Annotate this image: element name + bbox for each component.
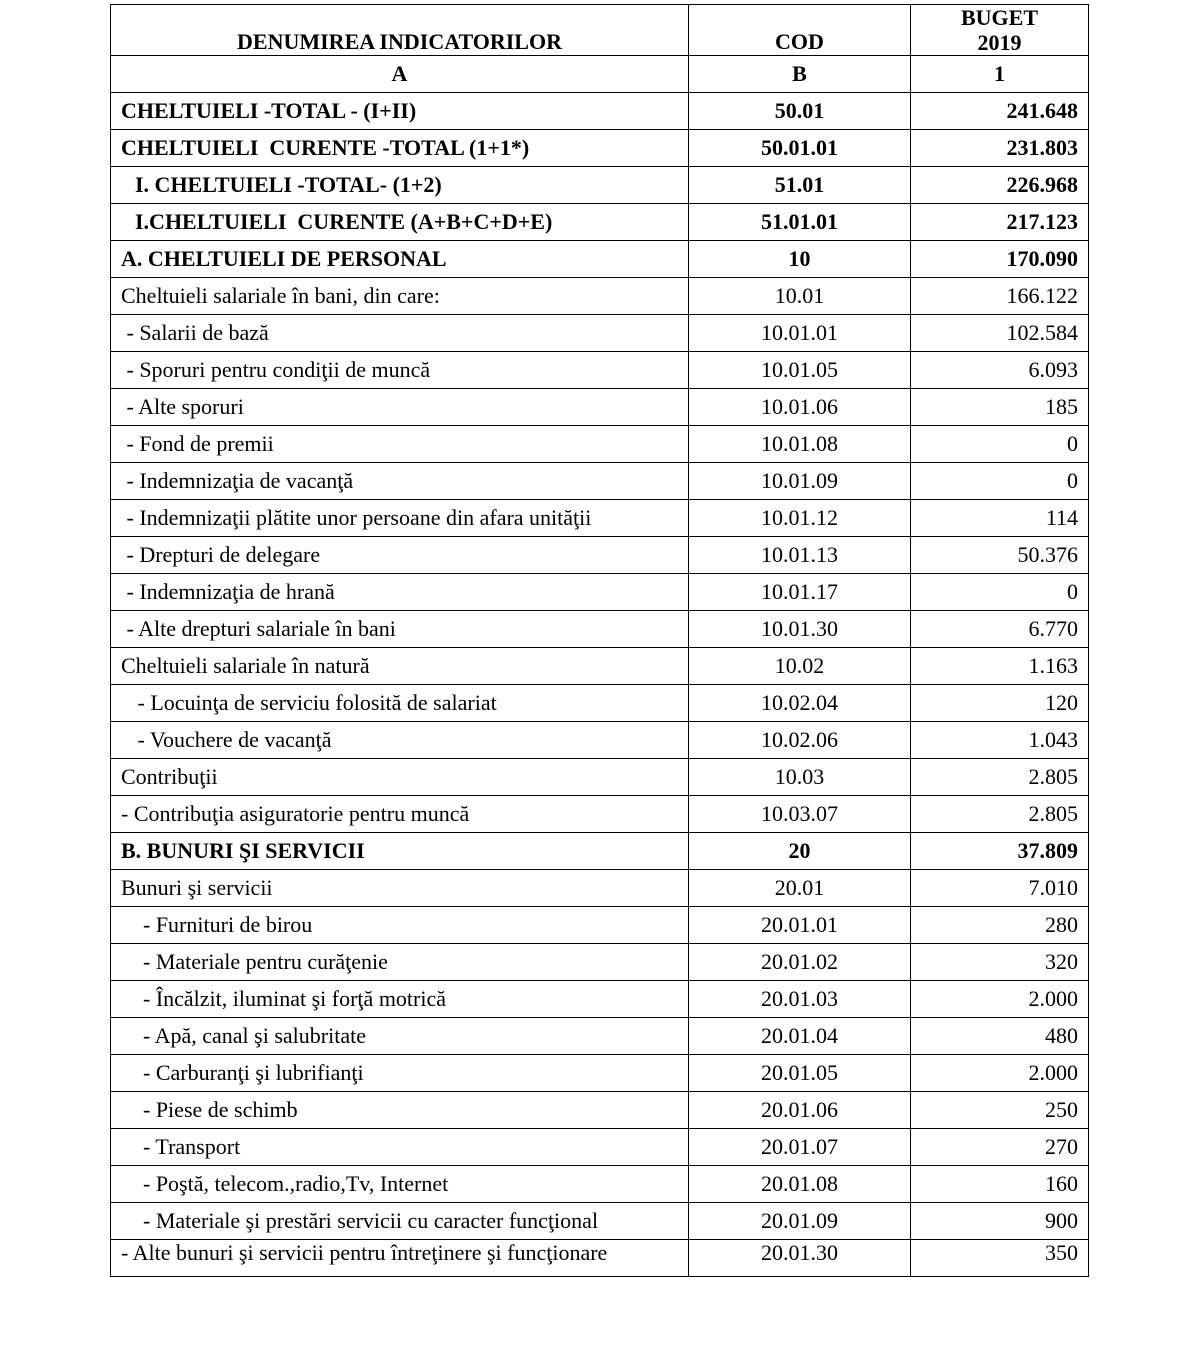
row-indicator-name: - Transport	[111, 1129, 689, 1166]
row-indicator-name: - Indemnizaţia de hrană	[111, 574, 689, 611]
row-buget-value: 900	[911, 1203, 1089, 1240]
row-cod: 10.01.01	[689, 315, 911, 352]
row-indicator-name: Cheltuieli salariale în natură	[111, 648, 689, 685]
table-row	[111, 833, 1089, 870]
row-indicator-name: - Fond de premii	[111, 426, 689, 463]
row-cod: 20.01.08	[689, 1166, 911, 1203]
row-cod: 10.01.08	[689, 426, 911, 463]
table-row	[111, 241, 1089, 278]
row-cod: 20.01.01	[689, 907, 911, 944]
row-buget-value: 0	[911, 426, 1089, 463]
header-denumire: DENUMIREA INDICATORILOR	[111, 5, 689, 56]
row-buget-value: 350	[911, 1240, 1089, 1277]
table-row	[111, 1055, 1089, 1092]
row-cod: 50.01.01	[689, 130, 911, 167]
row-indicator-name: Contribuţii	[111, 759, 689, 796]
row-cod: 10.01.09	[689, 463, 911, 500]
row-indicator-name: - Piese de schimb	[111, 1092, 689, 1129]
row-cod: 20	[689, 833, 911, 870]
row-indicator-name: A. CHELTUIELI DE PERSONAL	[111, 241, 689, 278]
table-header-row	[111, 5, 1089, 56]
row-indicator-name: B. BUNURI ŞI SERVICII	[111, 833, 689, 870]
row-cod: 10.01.17	[689, 574, 911, 611]
table-row	[111, 278, 1089, 315]
row-cod: 20.01.03	[689, 981, 911, 1018]
row-buget-value: 280	[911, 907, 1089, 944]
table-row	[111, 796, 1089, 833]
row-buget-value: 0	[911, 463, 1089, 500]
table-row	[111, 537, 1089, 574]
row-cod: 10.01.05	[689, 352, 911, 389]
table-row	[111, 611, 1089, 648]
row-indicator-name: - Poştă, telecom.,radio,Tv, Internet	[111, 1166, 689, 1203]
row-cod: 10	[689, 241, 911, 278]
row-buget-value: 160	[911, 1166, 1089, 1203]
subheader-1: 1	[911, 56, 1089, 93]
row-indicator-name: CHELTUIELI -TOTAL - (I+II)	[111, 93, 689, 130]
row-buget-value: 50.376	[911, 537, 1089, 574]
row-indicator-name: - Locuinţa de serviciu folosită de salariat	[111, 685, 689, 722]
row-indicator-name: Bunuri şi servicii	[111, 870, 689, 907]
table-row	[111, 944, 1089, 981]
row-indicator-name: CHELTUIELI CURENTE -TOTAL (1+1*)	[111, 130, 689, 167]
row-indicator-name: - Carburanţi şi lubrifianţi	[111, 1055, 689, 1092]
row-buget-value: 217.123	[911, 204, 1089, 241]
row-buget-value: 250	[911, 1092, 1089, 1129]
table-row	[111, 1129, 1089, 1166]
table-row	[111, 1166, 1089, 1203]
table-subheader-row	[111, 56, 1089, 93]
row-cod: 10.01	[689, 278, 911, 315]
row-buget-value: 2.000	[911, 981, 1089, 1018]
table-row	[111, 870, 1089, 907]
row-cod: 10.03.07	[689, 796, 911, 833]
header-buget-label: BUGET	[960, 5, 1039, 30]
table-row	[111, 426, 1089, 463]
row-buget-value: 114	[911, 500, 1089, 537]
row-cod: 10.01.13	[689, 537, 911, 574]
header-cod: COD	[689, 5, 911, 56]
row-indicator-name: I.CHELTUIELI CURENTE (A+B+C+D+E)	[111, 204, 689, 241]
row-cod: 20.01.02	[689, 944, 911, 981]
row-cod: 20.01	[689, 870, 911, 907]
row-buget-value: 102.584	[911, 315, 1089, 352]
row-cod: 10.01.06	[689, 389, 911, 426]
row-buget-value: 270	[911, 1129, 1089, 1166]
table-row	[111, 93, 1089, 130]
row-cod: 20.01.07	[689, 1129, 911, 1166]
table-row	[111, 574, 1089, 611]
budget-table	[110, 4, 1089, 1277]
row-indicator-name: Cheltuieli salariale în bani, din care:	[111, 278, 689, 315]
row-buget-value: 1.163	[911, 648, 1089, 685]
header-buget-year: 2019	[977, 30, 1022, 55]
row-cod: 20.01.09	[689, 1203, 911, 1240]
row-buget-value: 480	[911, 1018, 1089, 1055]
table-row	[111, 315, 1089, 352]
row-indicator-name: I. CHELTUIELI -TOTAL- (1+2)	[111, 167, 689, 204]
table-row	[111, 1092, 1089, 1129]
row-indicator-name: - Sporuri pentru condiţii de muncă	[111, 352, 689, 389]
row-cod: 51.01	[689, 167, 911, 204]
row-indicator-name: - Alte drepturi salariale în bani	[111, 611, 689, 648]
row-buget-value: 170.090	[911, 241, 1089, 278]
table-row	[111, 907, 1089, 944]
budget-table-body	[111, 5, 1089, 1277]
table-row	[111, 685, 1089, 722]
row-indicator-name: - Indemnizaţia de vacanţă	[111, 463, 689, 500]
row-cod: 10.02.06	[689, 722, 911, 759]
table-row	[111, 204, 1089, 241]
row-cod: 20.01.30	[689, 1240, 911, 1277]
row-buget-value: 120	[911, 685, 1089, 722]
row-cod: 20.01.05	[689, 1055, 911, 1092]
table-row	[111, 500, 1089, 537]
table-row	[111, 1240, 1089, 1277]
row-buget-value: 320	[911, 944, 1089, 981]
row-cod: 20.01.06	[689, 1092, 911, 1129]
row-indicator-name: - Indemnizaţii plătite unor persoane din afara unităţii	[111, 500, 689, 537]
row-indicator-name: - Apă, canal şi salubritate	[111, 1018, 689, 1055]
table-row	[111, 648, 1089, 685]
row-buget-value: 37.809	[911, 833, 1089, 870]
row-indicator-name: - Alte sporuri	[111, 389, 689, 426]
row-buget-value: 0	[911, 574, 1089, 611]
row-buget-value: 2.805	[911, 796, 1089, 833]
row-cod: 50.01	[689, 93, 911, 130]
row-cod: 20.01.04	[689, 1018, 911, 1055]
table-row	[111, 167, 1089, 204]
row-buget-value: 6.093	[911, 352, 1089, 389]
table-row	[111, 722, 1089, 759]
table-row	[111, 981, 1089, 1018]
row-cod: 10.01.30	[689, 611, 911, 648]
row-cod: 10.02	[689, 648, 911, 685]
row-cod: 10.01.12	[689, 500, 911, 537]
row-buget-value: 2.000	[911, 1055, 1089, 1092]
table-row	[111, 759, 1089, 796]
row-indicator-name: - Materiale şi prestări servicii cu caracter funcţional	[111, 1203, 689, 1240]
row-indicator-name: - Salarii de bază	[111, 315, 689, 352]
header-buget	[911, 5, 1089, 56]
table-row	[111, 1203, 1089, 1240]
row-buget-value: 231.803	[911, 130, 1089, 167]
row-buget-value: 2.805	[911, 759, 1089, 796]
table-row	[111, 352, 1089, 389]
row-buget-value: 7.010	[911, 870, 1089, 907]
row-buget-value: 241.648	[911, 93, 1089, 130]
row-buget-value: 1.043	[911, 722, 1089, 759]
row-buget-value: 166.122	[911, 278, 1089, 315]
row-indicator-name: - Vouchere de vacanţă	[111, 722, 689, 759]
row-cod: 51.01.01	[689, 204, 911, 241]
row-indicator-name: - Furnituri de birou	[111, 907, 689, 944]
row-cod: 10.02.04	[689, 685, 911, 722]
row-buget-value: 185	[911, 389, 1089, 426]
row-buget-value: 226.968	[911, 167, 1089, 204]
table-row	[111, 1018, 1089, 1055]
row-buget-value: 6.770	[911, 611, 1089, 648]
subheader-b: B	[689, 56, 911, 93]
table-row	[111, 130, 1089, 167]
row-indicator-name: - Contribuţia asiguratorie pentru muncă	[111, 796, 689, 833]
subheader-a: A	[111, 56, 689, 93]
table-row	[111, 463, 1089, 500]
row-indicator-name: - Alte bunuri şi servicii pentru întreţinere şi funcţionare	[111, 1240, 689, 1277]
row-indicator-name: - Încălzit, iluminat şi forţă motrică	[111, 981, 689, 1018]
row-cod: 10.03	[689, 759, 911, 796]
table-row	[111, 389, 1089, 426]
row-indicator-name: - Materiale pentru curăţenie	[111, 944, 689, 981]
row-indicator-name: - Drepturi de delegare	[111, 537, 689, 574]
